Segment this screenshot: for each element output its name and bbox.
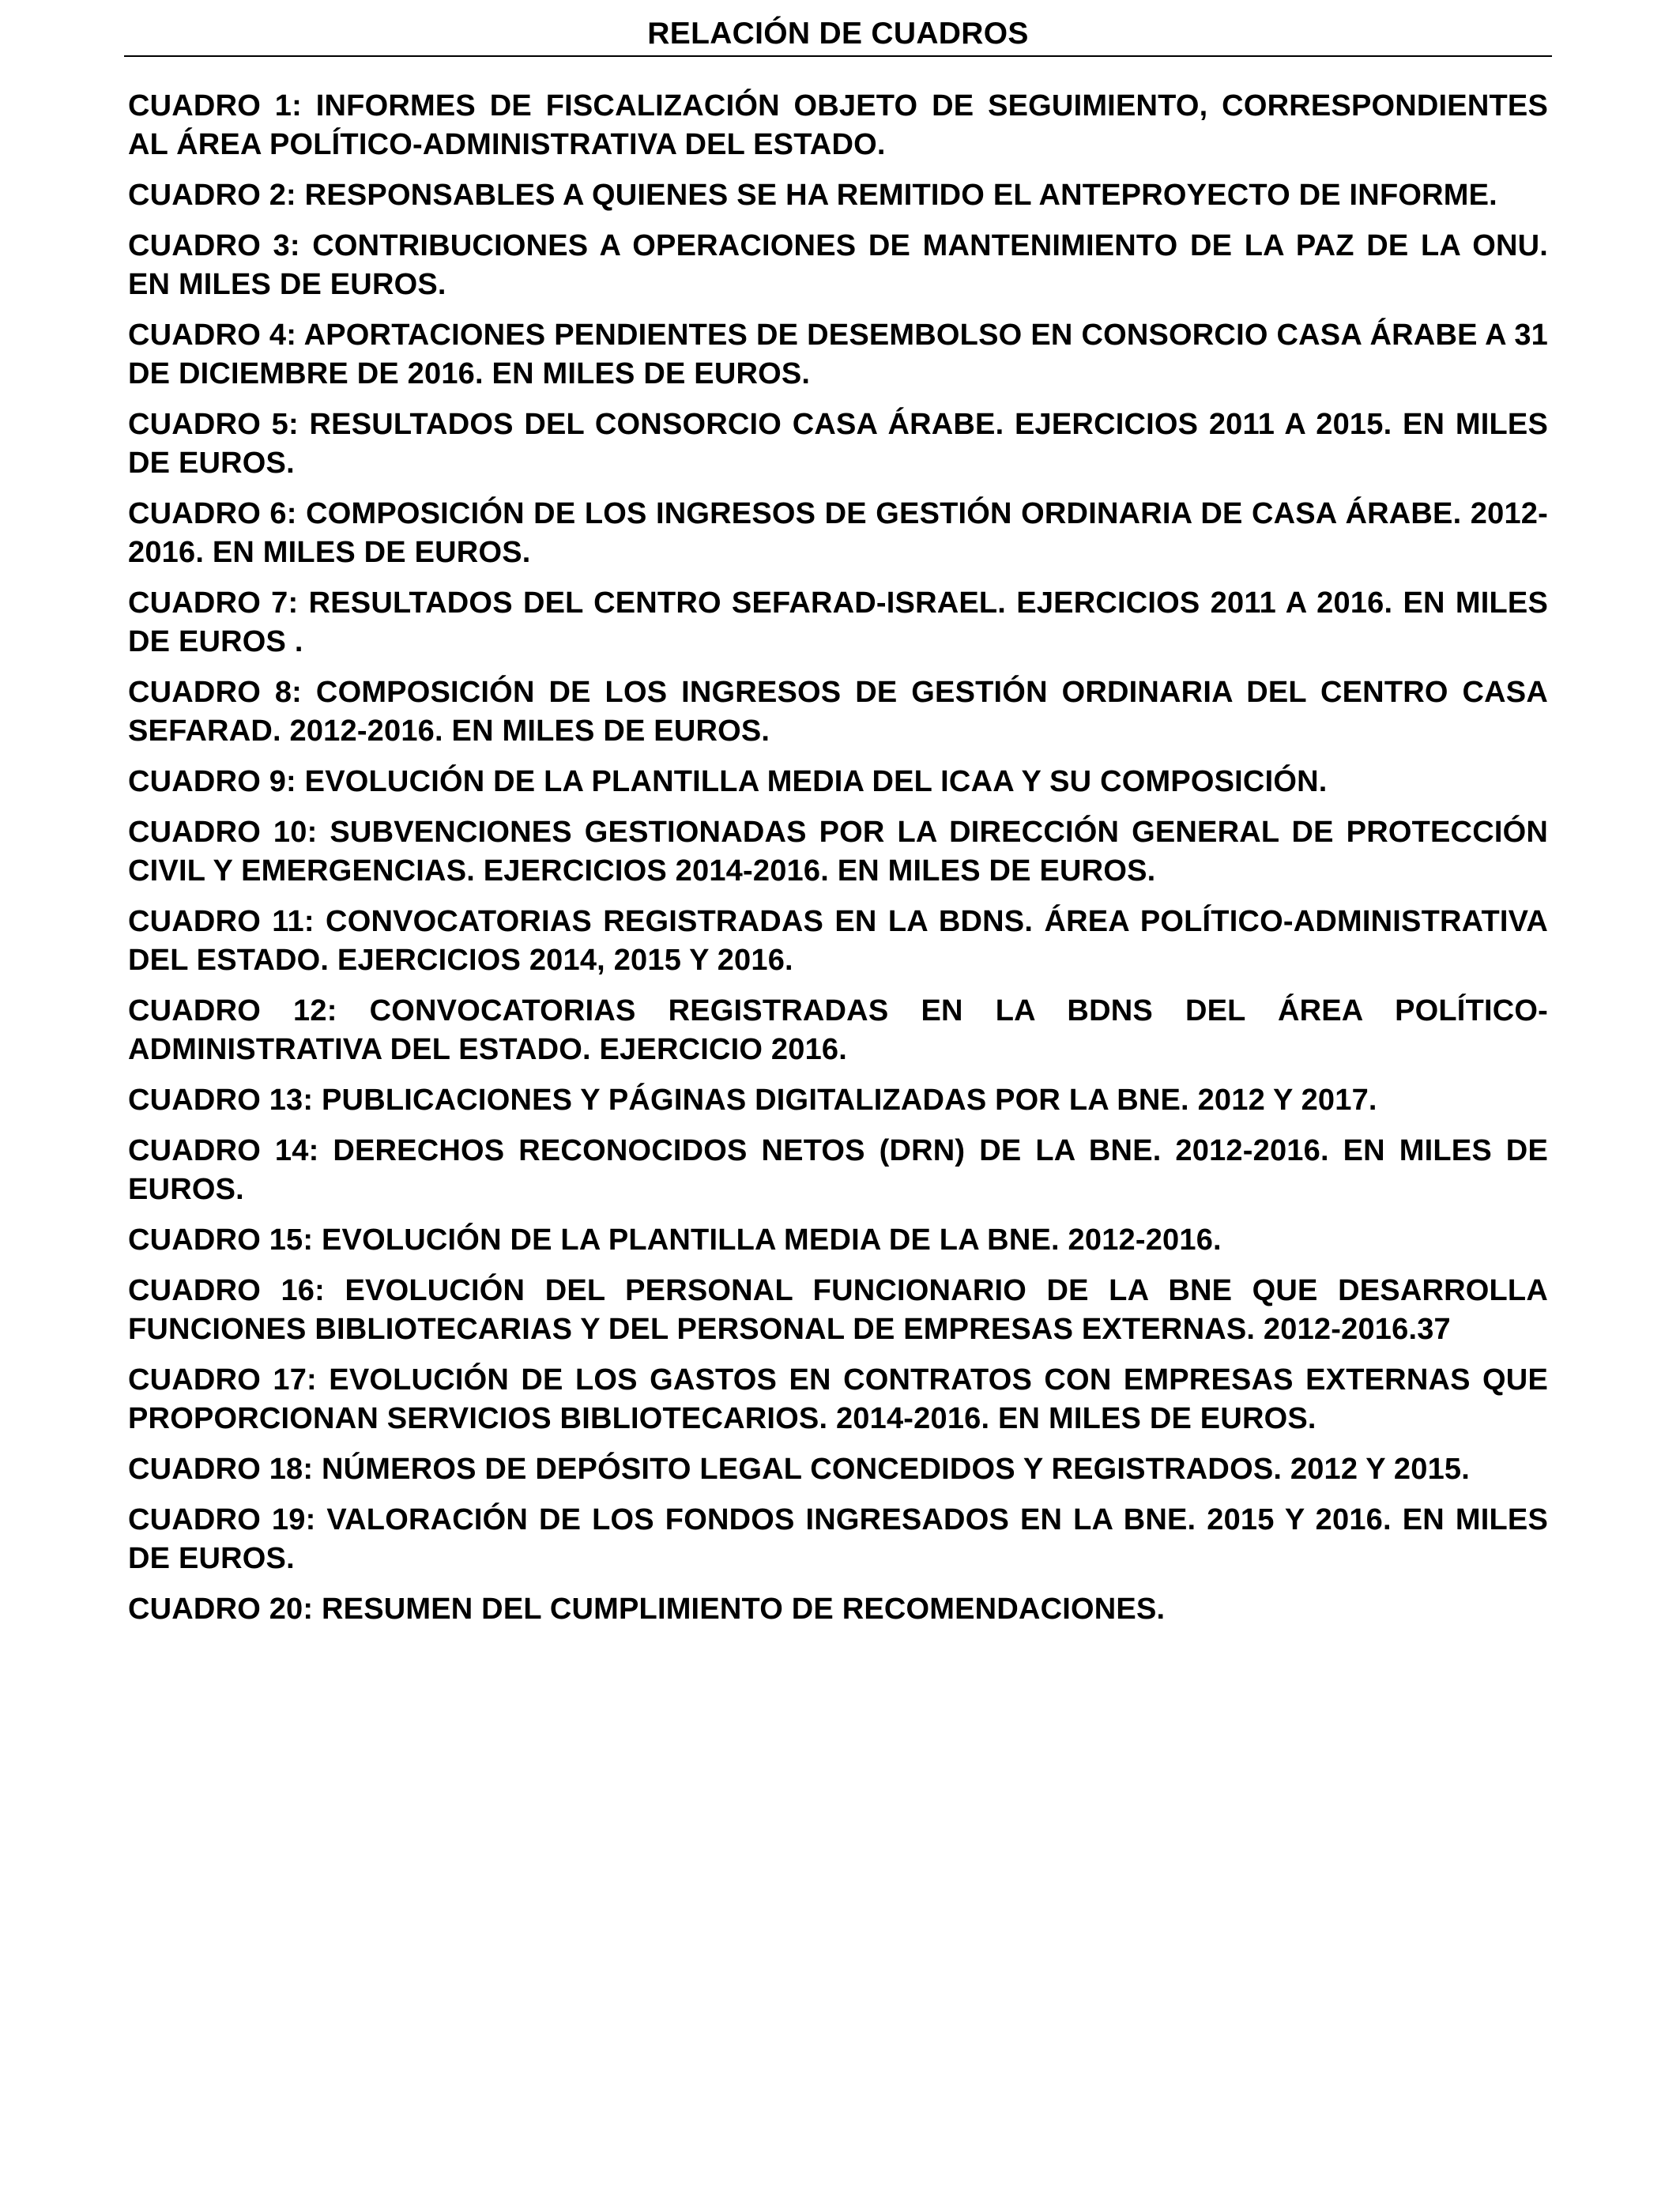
table-list-item: CUADRO 17: EVOLUCIÓN DE LOS GASTOS EN CONTRATOS CON EMPRESAS EXTERNAS QUE PROPORCIONAN SERVICIOS BIBLIOTECARIOS. 2014-2016. EN MILES DE EUROS. xyxy=(128,1363,1548,1435)
table-list-item: CUADRO 4: APORTACIONES PENDIENTES DE DESEMBOLSO EN CONSORCIO CASA ÁRABE A 31 DE DICIEMBRE DE 2016. EN MILES DE EUROS. xyxy=(128,319,1548,390)
table-list-item: CUADRO 14: DERECHOS RECONOCIDOS NETOS (DRN) DE LA BNE. 2012-2016. EN MILES DE EUROS. xyxy=(128,1134,1548,1206)
table-list-item: CUADRO 12: CONVOCATORIAS REGISTRADAS EN LA BDNS DEL ÁREA POLÍTICO-ADMINISTRATIVA DEL ESTADO. EJERCICIO 2016. xyxy=(128,994,1548,1066)
table-list-item: CUADRO 10: SUBVENCIONES GESTIONADAS POR LA DIRECCIÓN GENERAL DE PROTECCIÓN CIVIL Y EMERGENCIAS. EJERCICIOS 2014-2016. EN MILES DE EUROS. xyxy=(128,816,1548,888)
table-list-item: CUADRO 19: VALORACIÓN DE LOS FONDOS INGRESADOS EN LA BNE. 2015 Y 2016. EN MILES DE EUROS. xyxy=(128,1503,1548,1575)
table-list-item: CUADRO 6: COMPOSICIÓN DE LOS INGRESOS DE GESTIÓN ORDINARIA DE CASA ÁRABE. 2012-2016. EN MILES DE EUROS. xyxy=(128,497,1548,569)
table-list-item: CUADRO 11: CONVOCATORIAS REGISTRADAS EN LA BDNS. ÁREA POLÍTICO-ADMINISTRATIVA DEL ESTADO. EJERCICIOS 2014, 2015 Y 2016. xyxy=(128,905,1548,977)
table-list-item: CUADRO 3: CONTRIBUCIONES A OPERACIONES DE MANTENIMIENTO DE LA PAZ DE LA ONU. EN MILES DE EUROS. xyxy=(128,229,1548,301)
title-underline xyxy=(124,55,1552,57)
table-list-item: CUADRO 13: PUBLICACIONES Y PÁGINAS DIGITALIZADAS POR LA BNE. 2012 Y 2017. xyxy=(128,1084,1377,1117)
table-list-item: CUADRO 1: INFORMES DE FISCALIZACIÓN OBJETO DE SEGUIMIENTO, CORRESPONDIENTES AL ÁREA POLÍTICO-ADMINISTRATIVA DEL ESTADO. xyxy=(128,89,1548,161)
table-list xyxy=(128,87,1548,1641)
table-list-item: CUADRO 20: RESUMEN DEL CUMPLIMIENTO DE RECOMENDACIONES. xyxy=(128,1593,1166,1626)
table-list-item: CUADRO 15: EVOLUCIÓN DE LA PLANTILLA MEDIA DE LA BNE. 2012-2016. xyxy=(128,1223,1222,1257)
table-list-item: CUADRO 2: RESPONSABLES A QUIENES SE HA REMITIDO EL ANTEPROYECTO DE INFORME. xyxy=(128,179,1497,212)
table-list-item: CUADRO 7: RESULTADOS DEL CENTRO SEFARAD-ISRAEL. EJERCICIOS 2011 A 2016. EN MILES DE EUROS . xyxy=(128,586,1548,658)
table-list-item: CUADRO 5: RESULTADOS DEL CONSORCIO CASA ÁRABE. EJERCICIOS 2011 A 2015. EN MILES DE EUROS. xyxy=(128,408,1548,480)
page-title: RELACIÓN DE CUADROS xyxy=(647,17,1029,51)
table-list-item: CUADRO 9: EVOLUCIÓN DE LA PLANTILLA MEDIA DEL ICAA Y SU COMPOSICIÓN. xyxy=(128,765,1328,798)
table-list-item: CUADRO 18: NÚMEROS DE DEPÓSITO LEGAL CONCEDIDOS Y REGISTRADOS. 2012 Y 2015. xyxy=(128,1453,1471,1486)
table-list-item: CUADRO 8: COMPOSICIÓN DE LOS INGRESOS DE GESTIÓN ORDINARIA DEL CENTRO CASA SEFARAD. 2012-2016. EN MILES DE EUROS. xyxy=(128,676,1548,748)
table-list-item: CUADRO 16: EVOLUCIÓN DEL PERSONAL FUNCIONARIO DE LA BNE QUE DESARROLLA FUNCIONES BIBLIOTECARIAS Y DEL PERSONAL DE EMPRESAS EXTERNAS. 2012-2016.37 xyxy=(128,1274,1548,1346)
